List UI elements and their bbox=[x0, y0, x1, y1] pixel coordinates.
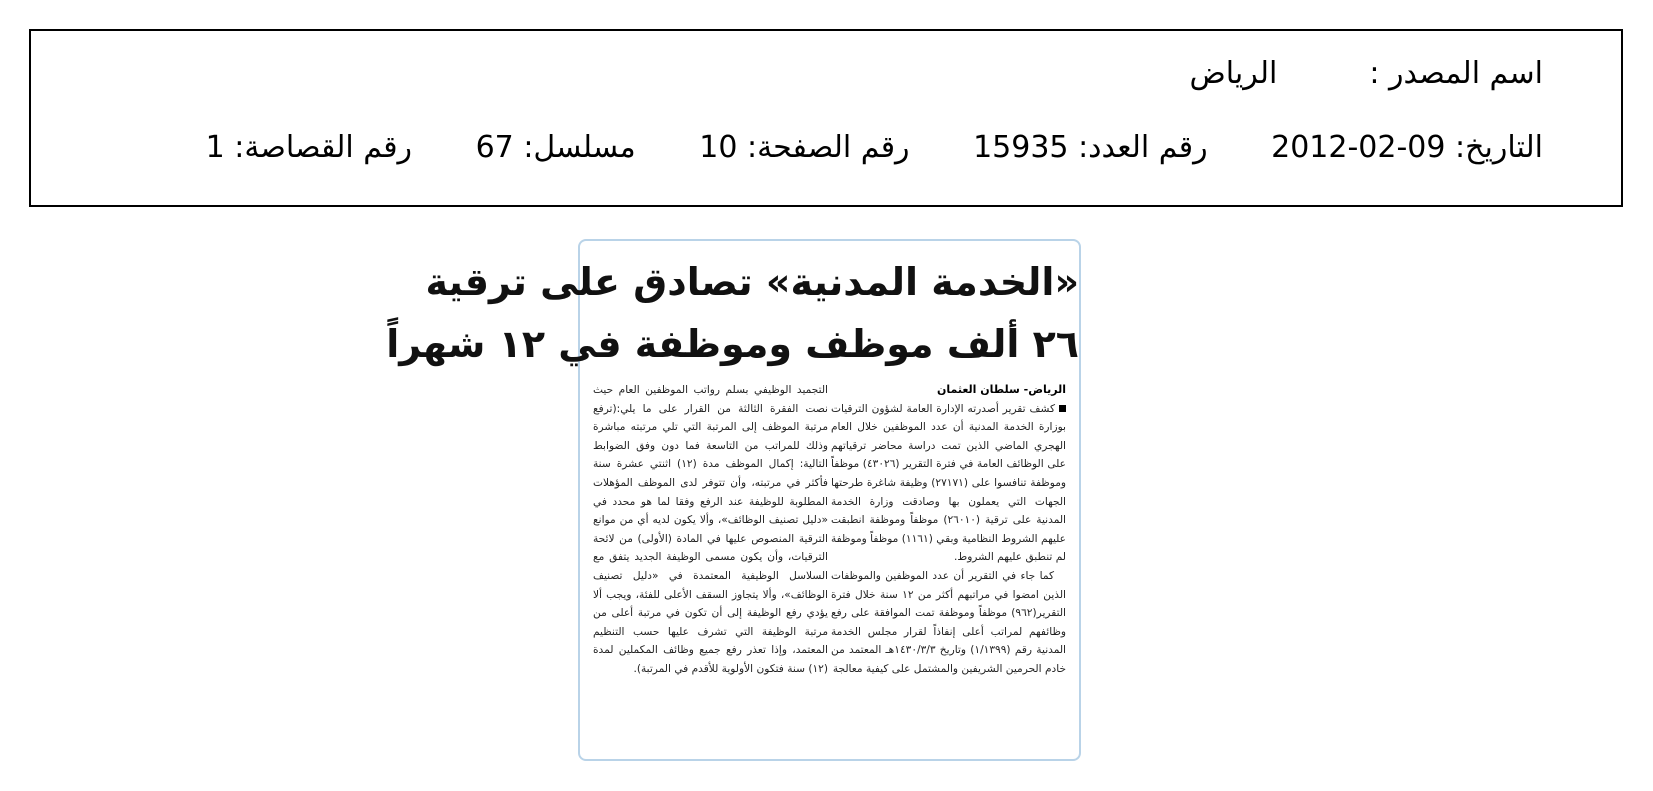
byline: الرياض- سلطان العثمان bbox=[936, 383, 1066, 396]
newspaper-clipping bbox=[386, 239, 1081, 761]
source-value: الرياض bbox=[1189, 56, 1278, 91]
source-info-box bbox=[29, 29, 1623, 207]
article-column-right bbox=[831, 381, 1066, 679]
headline-line-2: ٢٦ ألف موظف وموظفة في ١٢ شهراً bbox=[386, 322, 1079, 366]
clip-value: 1 bbox=[205, 130, 225, 165]
clip-label: رقم القصاصة: bbox=[234, 130, 413, 165]
date-label: التاريخ: bbox=[1455, 130, 1543, 165]
headline-line-1: «الخدمة المدنية» تصادق على ترقية bbox=[425, 260, 1079, 304]
paragraph bbox=[831, 400, 1066, 567]
serial-label: مسلسل: bbox=[523, 130, 636, 165]
paragraph-text: كشف تقرير أصدرته الإدارة العامة لشؤون الترقيات بوزارة الخدمة المدنية أن عدد الموظفين خلال العام الهجري الماضي الذين تمت دراسة محاضر ترقياتهم على الوظائف العامة في فترة التقرير (٤٣٠٢٦) موظفاً وموظفة تنافسوا على (٢٧١٧١) وظيفة شاغرة طرحتها الجهات التي يعملون بها وصادقت وزارة الخدمة المدنية على ترقية (٢٦٠١٠) موظفاً وموظفة انطبقت عليهم الشروط النظامية وبقي (١١٦١) موظفاً وموظفة لم تنطبق عليهم الشروط. bbox=[831, 402, 1066, 564]
metadata-row bbox=[205, 130, 1543, 165]
page-value: 10 bbox=[699, 130, 738, 165]
serial-value: 67 bbox=[475, 130, 514, 165]
date-value: 2012-02-09 bbox=[1271, 130, 1446, 165]
paragraph: كما جاء في التقرير أن عدد الموظفين والموظفات الذين امضوا في مراتبهم أكثر من ١٢ سنة خلال فترة التقرير(٩٦٢) موظفاً وموظفة تمت الموافقة على رفع وظائفهم لمراتب أعلى إنفاذاً لقرار مجلس الخدمة المدنية رقم (١/١٣٩٩) وتاريخ ١٤٣٠/٣/٣هـ المعتمد من خادم الحرمين الشريفين والمشتمل على كيفية معالجة bbox=[831, 569, 1066, 675]
article-column-left bbox=[593, 381, 828, 679]
bullet-icon bbox=[1059, 405, 1066, 412]
paragraph: التجميد الوظيفي بسلم رواتب الموظفين العام حيث نصت الفقرة الثالثة من القرار على ما يلي:(ترفع مرتبة الموظف إلى المرتبة التي تلي مرتبته مباشرة وذلك للمراتب من التاسعة فما دون وفق الضوابط التالية: إكمال الموظف مدة (١٢) اثنتي عشرة سنة فأكثر في مرتبته، وأن تتوفر لدى الموظف المؤهلات المطلوبة للوظيفة عند الرفع وفقا لما هو محدد في «دليل تصنيف الوظائف»، وألا يكون لديه أي من موانع الترقية المنصوص عليها في المادة (الأولى) من لائحة الترقيات، وأن يكون مسمى الوظيفة الجديد يتفق مع السلاسل الوظيفية المعتمدة في «دليل تصنيف الوظائف»، وألا يتجاوز السقف الأعلى للفئة، ويجب ألا يؤدي رفع الوظيفة إلى أن تكون في مرتبة أعلى من مرتبة الوظيفة التي تشرف عليها حسب التنظيم المعتمد، وإذا تعذر رفع جميع وظائف المكملين لمدة (١٢) سنة فتكون الأولوية للأقدم في المرتبة). bbox=[593, 384, 828, 675]
issue-label: رقم العدد: bbox=[1078, 130, 1208, 165]
page-label: رقم الصفحة: bbox=[746, 130, 910, 165]
source-name-row bbox=[1189, 56, 1543, 91]
source-label: اسم المصدر : bbox=[1369, 56, 1543, 91]
issue-value: 15935 bbox=[973, 130, 1069, 165]
